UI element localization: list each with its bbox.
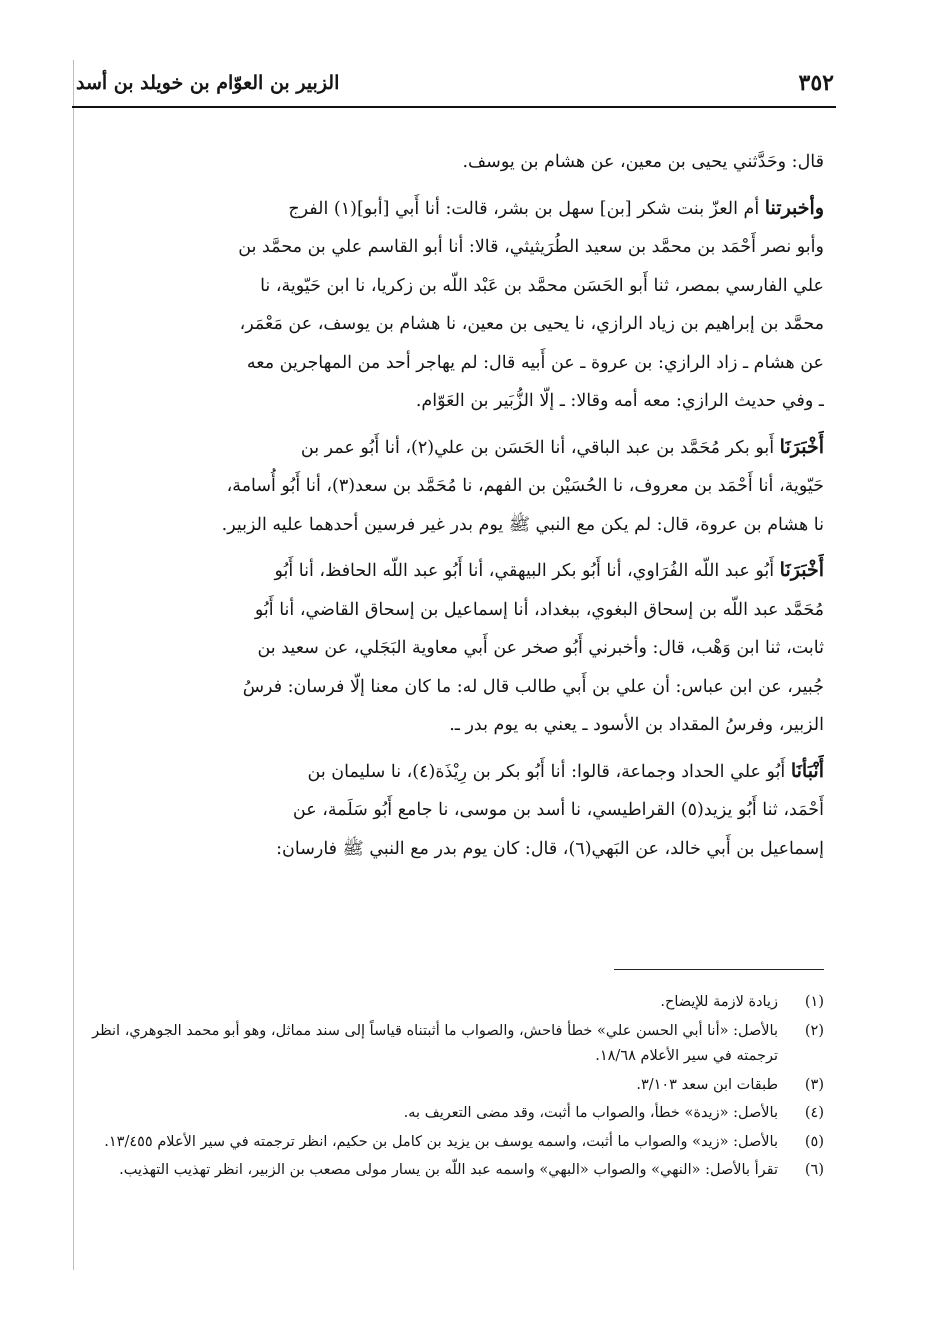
text-line: علي الفارسي بمصر، ثنا أَبو الحَسَن محمَّد بن عَبْد اللّه بن زكريا، نا ابن حَيّوية، نا	[260, 275, 824, 296]
footnotes	[76, 990, 824, 1184]
paragraph-lead: أَخْبَرَنَا	[779, 435, 824, 458]
text-line: أَنْبَأنَا أَبُو علي الحداد وجماعة، قالوا: أنا أَبُو بكر بن رِيْذَة(٤)، نا سليمان بن	[307, 759, 824, 782]
text-line: أَحْمَد، ثنا أَبُو يزيد(٥) القراطيسي، نا أسد بن موسى، نا جامع أَبُو سَلَمة، عن	[292, 800, 824, 820]
page-header	[72, 68, 836, 104]
footnote	[76, 990, 824, 1016]
footnote-text: زيادة لازمة للإيضاح.	[660, 994, 778, 1010]
scan-margin-line	[73, 60, 74, 1270]
footnote-text: بالأصل: «زيد» والصواب ما أثبت، واسمه يوسف بن يزيد بن كامل بن حكيم، انظر ترجمته في سير الأعلام ١٣/٤٥٥.	[104, 1133, 778, 1150]
running-title: الزبير بن العوّام بن خويلد بن أسد	[76, 72, 340, 94]
footnote-text: بالأصل: «زيدة» خطأ، والصواب ما أثبت، وقد مضى التعريف به.	[403, 1105, 778, 1121]
text-line: جُبير، عن ابن عباس: أن علي بن أَبي طالب قال له: ما كان معنا إلّا فرسان: فرسُ	[242, 676, 824, 697]
header-rule	[72, 106, 836, 108]
page-number: ٣٥٢	[798, 70, 834, 96]
footnote-number: (٦)	[804, 1162, 824, 1178]
footnote	[76, 1130, 824, 1156]
text-line: مُحَمَّد عبد اللّه بن إسحاق البغوي، ببغداد، أنا إسماعيل بن إسحاق القاضي، أنا أَبُو	[254, 599, 824, 620]
text-line: أَخْبَرَنَا أَبو بكر مُحَمَّد بن عبد الباقي، أنا الحَسَن بن علي(٢)، أنا أَبُو عمر بن	[300, 435, 824, 458]
footnote	[76, 1073, 824, 1099]
text-line: وأبو نصر أَحْمَد بن محمَّد بن سعيد الطُرَيثيثي، قالا: أنا أبو القاسم علي بن محمَّد بن	[238, 237, 824, 257]
footnote	[76, 1019, 824, 1070]
text-line: قال: وحَدَّثني يحيى بن معين، عن هشام بن يوسف.	[462, 152, 824, 172]
text-line: أَخْبَرَنَا أَبُو عبد اللّه الفُرَاوي، أنا أَبُو بكر البيهقي، أنا أَبُو عبد اللّه الحافظ، أنا أَبُو	[274, 559, 824, 581]
footnote-text: تقرأ بالأصل: «النهي» والصواب «البهي» واسمه عبد اللّه بن يسار مولى مصعب بن الزبير، انظر تهذيب التهذيب.	[119, 1162, 778, 1178]
footnote-number: (٤)	[804, 1105, 824, 1121]
paragraph-lead: أَنْبَأنَا	[790, 759, 824, 782]
body-text	[76, 142, 824, 867]
paragraph-lead: وأخبرتنا	[764, 196, 824, 219]
text-line: وأخبرتنا أم العزّ بنت شكر [بن] سهل بن بشر، قالت: أنا أَبي [أبو](١) الفرج	[288, 196, 824, 219]
text-line: حَيّوية، أنا أَحْمَد بن معروف، نا الحُسَيْن بن الفهم، نا مُحَمَّد بن سعد(٣)، أنا أَبُو أُسامة،	[226, 476, 824, 496]
text-line: ثابت، ثنا ابن وَهْب، قال: وأخبرني أَبُو صخر عن أَبي معاوية البَجَلي، عن سعيد بن	[257, 638, 824, 658]
footnote-number: (٥)	[804, 1133, 824, 1150]
text-line: الزبير، وفرسُ المقداد بن الأسود ـ يعني به يوم بدر ـ.	[449, 715, 824, 735]
footnote-separator	[614, 969, 824, 970]
paragraph-lead: أَخْبَرَنَا	[779, 559, 824, 581]
footnote-text: بالأصل: «أنا أبي الحسن علي» خطأ فاحش، والصواب ما أثبتناه قياساً إلى سند مماثل، وهو أبو محمد الجوهري، انظر ترجمته في سير الأعلام ١٨/٦٨.	[92, 1022, 778, 1064]
text-line: نا هشام بن عروة، قال: لم يكن مع النبي ﷺ يوم بدر غير فرسين أحدهما عليه الزبير.	[221, 514, 824, 535]
footnote-text: طبقات ابن سعد ٣/١٠٣.	[636, 1076, 778, 1093]
text-line: ـ وفي حديث الرازي: معه أمه وقالا: ـ إلّا الزُّبَير بن العَوّام.	[415, 391, 824, 411]
footnote	[76, 1158, 824, 1184]
text-line: إسماعيل بن أَبي خالد، عن البَهي(٦)، قال: كان يوم بدر مع النبي ﷺ فارسان:	[276, 838, 824, 859]
footnote	[76, 1101, 824, 1127]
text-line: محمَّد بن إبراهيم بن زياد الرازي، نا يحيى بن معين، نا هشام بن يوسف، عن مَعْمَر،	[239, 314, 824, 334]
footnote-number: (٢)	[804, 1022, 824, 1039]
footnote-number: (٣)	[804, 1076, 824, 1093]
text-line: عن هشام ـ زاد الرازي: بن عروة ـ عن أَبيه قال: لم يهاجر أحد من المهاجرين معه	[246, 352, 824, 373]
footnote-number: (١)	[804, 994, 824, 1010]
